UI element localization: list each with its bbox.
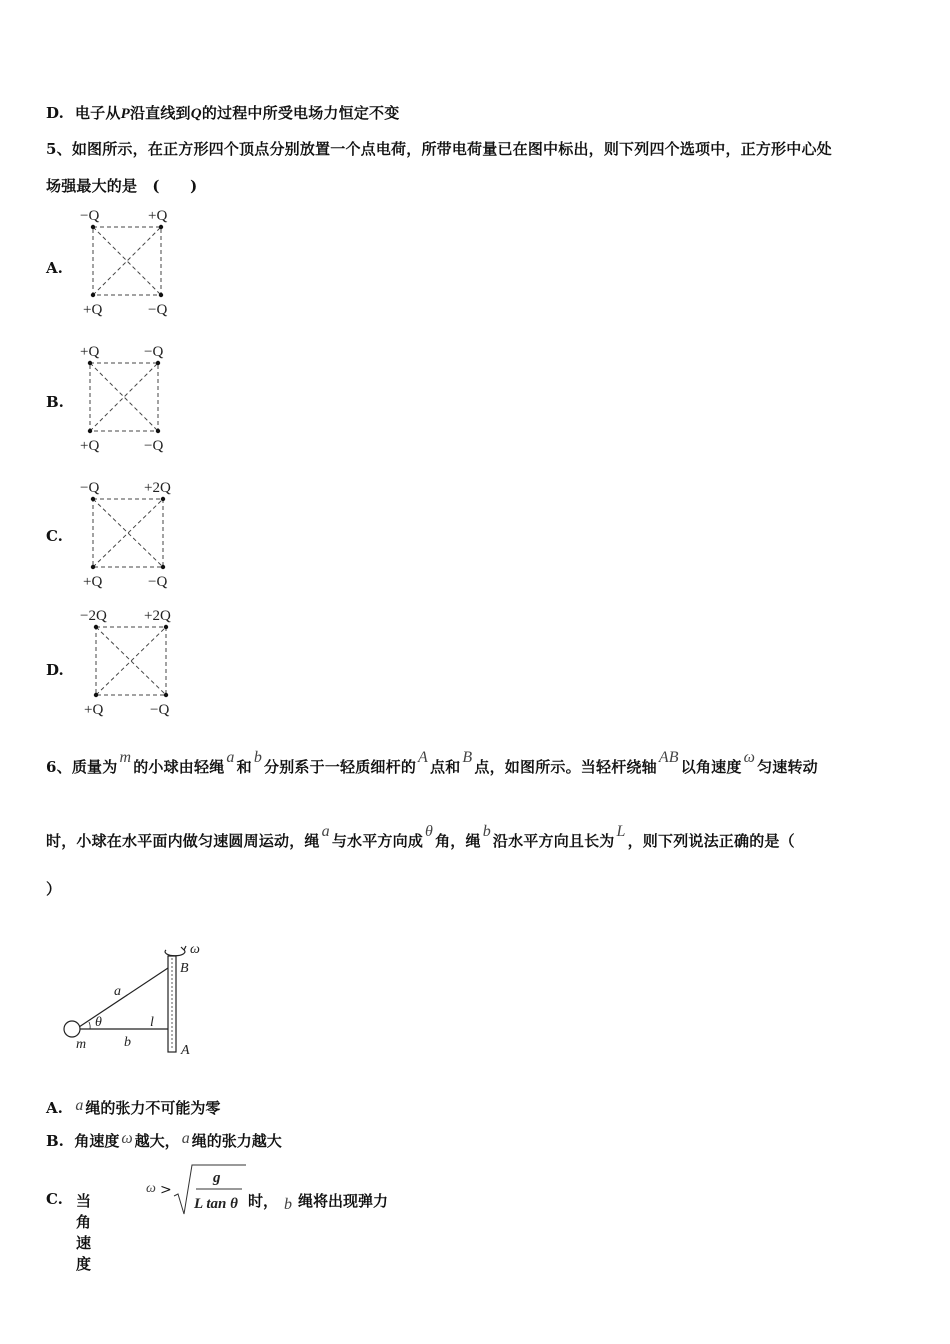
text: 和 (236, 758, 252, 776)
text: 匀速转动 (757, 758, 818, 776)
var-theta: θ (425, 823, 434, 840)
text: 分别系于一轻质细杆的 (264, 758, 417, 776)
q5-stem-line1: 5、如图所示，在正方形四个顶点分别放置一个点电荷，所带电荷量已在图中标出，则下列四个选项中，正方形中心处 (46, 140, 832, 158)
var-a: a (75, 1097, 84, 1114)
text: 沿水平方向且长为 (492, 832, 615, 850)
var-m: m (119, 749, 132, 766)
var-AB: AB (658, 749, 679, 766)
q4-option-d (46, 102, 399, 123)
charge-br: −Q (150, 702, 170, 718)
q5-option-c-label: C. (46, 527, 63, 545)
q6-option-a (46, 1097, 220, 1118)
label-l: l (150, 1015, 154, 1030)
text: 的过程中所受电场力恒定不变 (201, 104, 400, 122)
q6-stem-line2 (46, 823, 795, 851)
q6-figure (58, 938, 208, 1060)
var-A: A (418, 749, 429, 766)
numerator: g (213, 1170, 221, 1186)
charge-tr: +2Q (144, 480, 171, 496)
label-B: B (180, 961, 189, 976)
charge-tl: −Q (80, 208, 100, 224)
charge-br: −Q (144, 438, 164, 454)
charge-tl: −2Q (80, 608, 107, 624)
text: 绳将出现弹力 (298, 1192, 389, 1210)
charge-br: −Q (148, 302, 168, 318)
greater-than: > (160, 1182, 172, 1198)
var-omega: ω (146, 1181, 156, 1196)
var-L: L (616, 823, 626, 840)
text: 时， (248, 1192, 279, 1210)
text: 绳的张力越大 (191, 1132, 282, 1150)
q5-option-d-label: D. (46, 661, 64, 679)
var-b: b (284, 1196, 292, 1213)
ball (64, 1021, 80, 1037)
text: 电子从 (74, 104, 121, 122)
var-omega: ω (121, 1130, 133, 1147)
charge-bl: +Q (83, 574, 103, 590)
q5-option-b-label: B. (46, 393, 64, 411)
charge-bl: +Q (84, 702, 104, 718)
q5-option-a-label: A. (46, 259, 63, 277)
charge-tl: +Q (80, 344, 100, 360)
charge-tr: +Q (148, 208, 168, 224)
text: 的小球由轻绳 (133, 758, 225, 776)
var-a: a (181, 1130, 190, 1147)
rotation-arrow-icon (165, 950, 185, 956)
denominator: L tan θ (194, 1196, 238, 1212)
var-b: b (482, 823, 491, 840)
text: 角，绳 (435, 832, 481, 850)
label-theta: θ (95, 1015, 102, 1030)
label-omega: ω (190, 942, 200, 957)
var-omega: ω (743, 749, 756, 766)
q5-option-d-diagram (78, 604, 188, 720)
text: 6、质量为 (46, 758, 118, 776)
var-q: Q (190, 106, 202, 122)
option-label: D. (46, 104, 65, 122)
charge-bl: +Q (80, 438, 100, 454)
q6-option-b (46, 1130, 282, 1151)
charge-tl: −Q (80, 480, 100, 496)
text: ，则下列说法正确的是（ (627, 832, 795, 850)
label-m: m (76, 1037, 87, 1052)
q5-option-c-diagram (78, 476, 188, 592)
var-a: a (226, 749, 235, 766)
q5-option-a-diagram (78, 204, 188, 320)
var-B: B (462, 749, 473, 766)
label-a: a (114, 984, 121, 999)
var-b: b (253, 749, 263, 766)
label-A: A (181, 1043, 190, 1058)
text: 以角速度 (680, 758, 742, 776)
var-p: P (120, 106, 130, 122)
option-label: C. (46, 1190, 63, 1208)
text: 当角速度 (76, 1192, 92, 1273)
text: 时，小球在水平面内做匀速圆周运动，绳 (46, 832, 320, 850)
charge-tr: −Q (144, 344, 164, 360)
charge-tr: +2Q (144, 608, 171, 624)
label-b: b (124, 1035, 131, 1050)
text: 角速度 (74, 1132, 120, 1150)
text: 沿直线到 (129, 104, 191, 122)
rope-a (76, 968, 168, 1029)
var-a: a (321, 823, 330, 840)
text: 绳的张力不可能为零 (85, 1099, 221, 1117)
text: 点，如图所示。当轻杆绕轴 (474, 758, 657, 776)
option-label: A. (46, 1099, 63, 1117)
q5-stem-line2: 场强最大的是 ( ) (46, 177, 198, 195)
text: 越大， (134, 1132, 180, 1150)
charge-bl: +Q (83, 302, 103, 318)
option-label: B. (46, 1132, 64, 1150)
text: 点和 (430, 758, 461, 776)
text: 与水平方向成 (331, 832, 424, 850)
charge-br: −Q (148, 574, 168, 590)
q6-stem-line1 (46, 749, 818, 777)
sqrt-fraction (172, 1162, 248, 1218)
q6-stem-line3: ） (46, 880, 62, 898)
q5-option-b-diagram (78, 340, 188, 456)
